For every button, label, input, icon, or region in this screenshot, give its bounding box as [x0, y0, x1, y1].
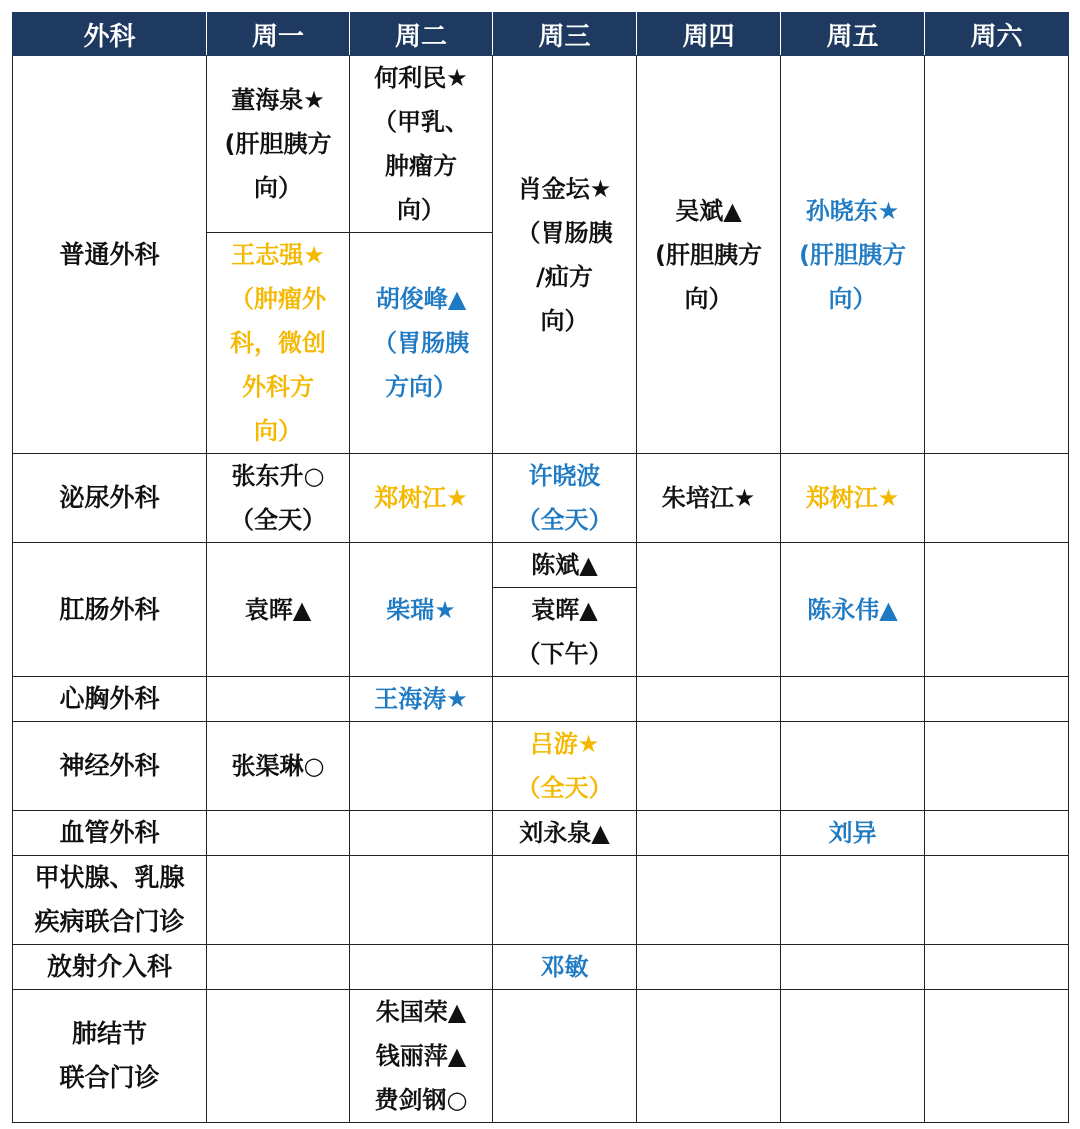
header-dept: 外科	[13, 13, 207, 56]
dept-urology: 泌尿外科	[13, 454, 207, 543]
cell-vascular-fri: 刘异	[781, 811, 925, 856]
cell-anorectal-wed-a: 陈斌▲	[493, 543, 637, 588]
row-general-surgery-top	[13, 56, 1069, 233]
clinic-schedule-table	[12, 12, 1069, 1123]
cell-general-mon-a: 董海泉★ (肝胆胰方 向）	[207, 56, 350, 233]
cell-anorectal-fri: 陈永伟▲	[781, 543, 925, 677]
dept-radiology: 放射介入科	[13, 945, 207, 990]
cell-thyroid-tue	[350, 856, 493, 945]
cell-neuro-thu	[637, 722, 781, 811]
header-row	[13, 13, 1069, 56]
cell-radiology-mon	[207, 945, 350, 990]
cell-general-wed: 肖金坛★ （胃肠胰 /疝方 向）	[493, 56, 637, 454]
cell-urology-mon: 张东升○ （全天）	[207, 454, 350, 543]
cell-urology-wed: 许晓波 （全天）	[493, 454, 637, 543]
cell-cardio-thu	[637, 677, 781, 722]
cell-radiology-thu	[637, 945, 781, 990]
dept-anorectal: 肛肠外科	[13, 543, 207, 677]
cell-general-tue-b: 胡俊峰▲ （胃肠胰 方向）	[350, 233, 493, 454]
cell-cardio-mon	[207, 677, 350, 722]
cell-urology-sat	[925, 454, 1069, 543]
cell-urology-tue: 郑树江★	[350, 454, 493, 543]
cell-cardio-wed	[493, 677, 637, 722]
cell-vascular-mon	[207, 811, 350, 856]
cell-vascular-sat	[925, 811, 1069, 856]
cell-thyroid-mon	[207, 856, 350, 945]
cell-lung-mon	[207, 990, 350, 1123]
cell-anorectal-thu	[637, 543, 781, 677]
cell-radiology-sat	[925, 945, 1069, 990]
row-urology	[13, 454, 1069, 543]
header-day-mon: 周一	[207, 13, 350, 56]
cell-radiology-wed: 邓敏	[493, 945, 637, 990]
header-day-fri: 周五	[781, 13, 925, 56]
header-day-wed: 周三	[493, 13, 637, 56]
cell-neuro-fri	[781, 722, 925, 811]
cell-thyroid-sat	[925, 856, 1069, 945]
cell-general-sat	[925, 56, 1069, 454]
cell-vascular-thu	[637, 811, 781, 856]
cell-general-fri: 孙晓东★ (肝胆胰方 向）	[781, 56, 925, 454]
cell-anorectal-sat	[925, 543, 1069, 677]
header-day-sat: 周六	[925, 13, 1069, 56]
cell-cardio-tue: 王海涛★	[350, 677, 493, 722]
cell-neuro-tue	[350, 722, 493, 811]
cell-general-thu: 吴斌▲ (肝胆胰方 向）	[637, 56, 781, 454]
cell-cardio-sat	[925, 677, 1069, 722]
cell-urology-thu: 朱培江★	[637, 454, 781, 543]
cell-general-tue-a: 何利民★ （甲乳、 肿瘤方 向）	[350, 56, 493, 233]
row-anorectal-top	[13, 543, 1069, 588]
cell-general-mon-b: 王志强★ （肿瘤外 科，微创 外科方 向）	[207, 233, 350, 454]
cell-urology-fri: 郑树江★	[781, 454, 925, 543]
row-lung-nodule	[13, 990, 1069, 1123]
cell-lung-sat	[925, 990, 1069, 1123]
header-day-tue: 周二	[350, 13, 493, 56]
cell-radiology-fri	[781, 945, 925, 990]
cell-lung-fri	[781, 990, 925, 1123]
cell-vascular-tue	[350, 811, 493, 856]
cell-thyroid-thu	[637, 856, 781, 945]
dept-general-surgery: 普通外科	[13, 56, 207, 454]
cell-lung-tue: 朱国荣▲ 钱丽萍▲ 费剑钢○	[350, 990, 493, 1123]
row-cardiothoracic	[13, 677, 1069, 722]
dept-lung-nodule: 肺结节 联合门诊	[13, 990, 207, 1123]
cell-lung-wed	[493, 990, 637, 1123]
cell-radiology-tue	[350, 945, 493, 990]
row-vascular	[13, 811, 1069, 856]
row-radiology	[13, 945, 1069, 990]
cell-lung-thu	[637, 990, 781, 1123]
row-thyroid-breast	[13, 856, 1069, 945]
dept-cardiothoracic: 心胸外科	[13, 677, 207, 722]
row-neurosurgery	[13, 722, 1069, 811]
dept-vascular: 血管外科	[13, 811, 207, 856]
cell-thyroid-fri	[781, 856, 925, 945]
cell-thyroid-wed	[493, 856, 637, 945]
cell-neuro-wed: 吕游★ （全天）	[493, 722, 637, 811]
cell-neuro-mon: 张渠琳○	[207, 722, 350, 811]
cell-vascular-wed: 刘永泉▲	[493, 811, 637, 856]
cell-anorectal-wed-b: 袁晖▲ （下午）	[493, 588, 637, 677]
cell-neuro-sat	[925, 722, 1069, 811]
cell-cardio-fri	[781, 677, 925, 722]
cell-anorectal-tue: 柴瑞★	[350, 543, 493, 677]
dept-thyroid-breast: 甲状腺、乳腺 疾病联合门诊	[13, 856, 207, 945]
dept-neurosurgery: 神经外科	[13, 722, 207, 811]
cell-anorectal-mon: 袁晖▲	[207, 543, 350, 677]
header-day-thu: 周四	[637, 13, 781, 56]
